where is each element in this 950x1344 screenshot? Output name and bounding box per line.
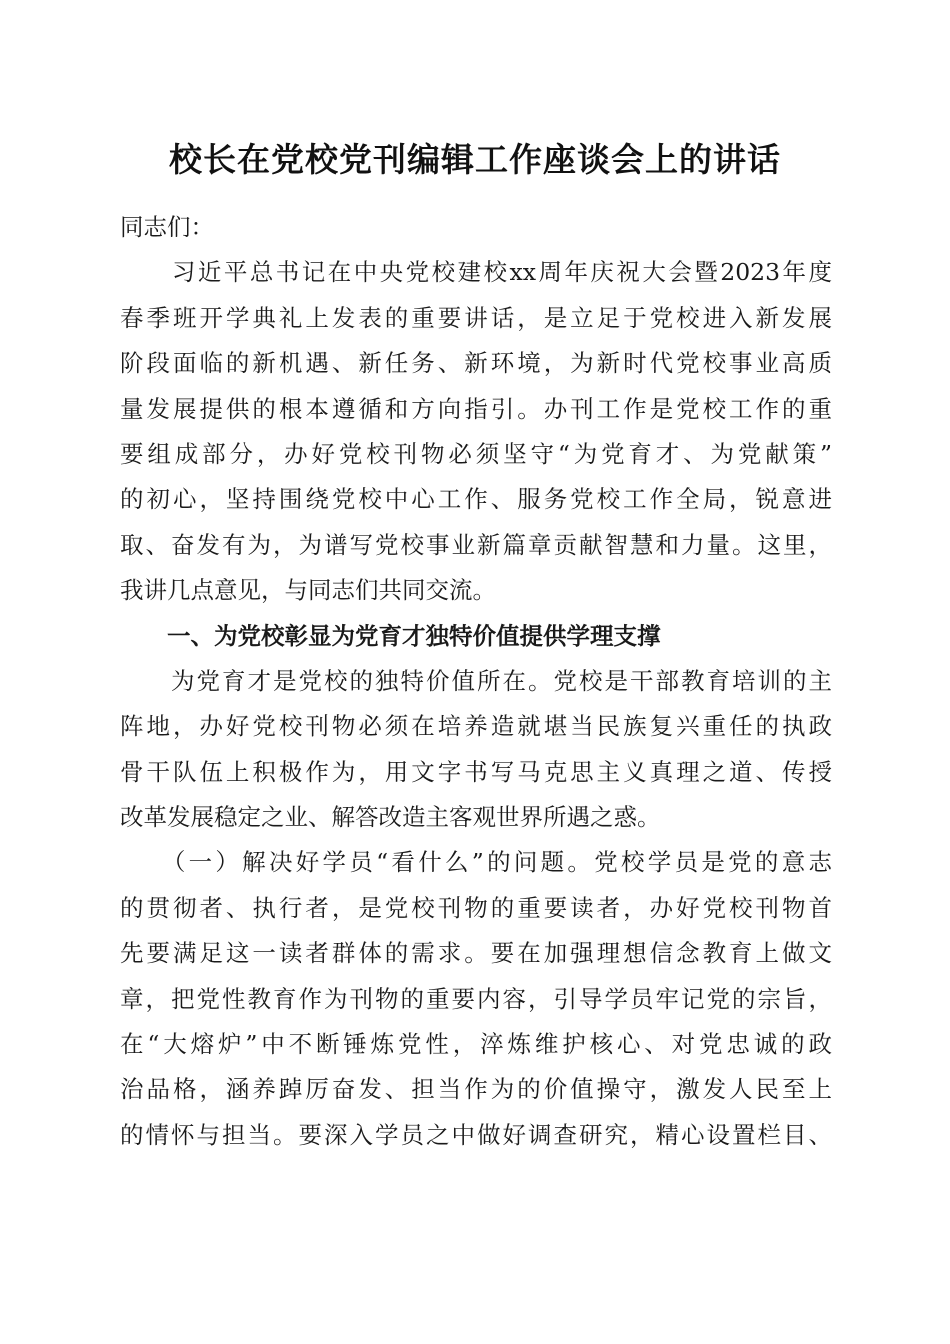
- text-line: 治品格，涵养踔厉奋发、担当作为的价值操守，激发人民至上: [120, 1075, 832, 1104]
- document-title: 校长在党校党刊编辑工作座谈会上的讲话: [169, 140, 781, 179]
- paragraph-section-intro: [120, 659, 832, 841]
- text-line: 章，把党性教育作为刊物的重要内容，引导学员牢记党的宗旨，: [120, 984, 832, 1013]
- text-line: 春季班开学典礼上发表的重要讲话，是立足于党校进入新发展: [120, 303, 832, 332]
- salutation-line: 同志们：: [120, 213, 214, 241]
- text-line: 我讲几点意见，与同志们共同交流。: [120, 576, 496, 605]
- text-line: 在“大熔炉”中不断锤炼党性，淬炼维护核心、对党忠诚的政: [120, 1030, 832, 1059]
- text-line: 习近平总书记在中央党校建校xx周年庆祝大会暨2023年度: [120, 258, 832, 287]
- text-line: 的贯彻者、执行者，是党校刊物的重要读者，办好党校刊物首: [120, 893, 832, 922]
- text-line: 的初心，坚持围绕党校中心工作、服务党校工作全局，锐意进: [120, 485, 832, 514]
- section-heading-text: 一、为党校彰显为党育才独特价值提供学理支撑: [120, 621, 661, 650]
- text-line: 骨干队伍上积极作为，用文字书写马克思主义真理之道、传授: [120, 757, 832, 786]
- salutation: [120, 205, 832, 250]
- text-line: 取、奋发有为，为谱写党校事业新篇章贡献智慧和力量。这里，: [120, 530, 832, 559]
- text-line: 先要满足这一读者群体的需求。要在加强理想信念教育上做文: [120, 939, 832, 968]
- text-line: 改革发展稳定之业、解答改造主客观世界所遇之惑。: [120, 803, 661, 832]
- text-line: 要组成部分，办好党校刊物必须坚守“为党育才、为党献策”: [120, 439, 832, 468]
- text-line: 量发展提供的根本遵循和方向指引。办刊工作是党校工作的重: [120, 394, 832, 423]
- paragraph-subsection-1: [120, 840, 832, 1158]
- text-line: 的情怀与担当。要深入学员之中做好调查研究，精心设置栏目、: [120, 1120, 832, 1149]
- text-line: （一）解决好学员“看什么”的问题。党校学员是党的意志: [120, 848, 832, 877]
- paragraph-intro: [120, 250, 832, 613]
- text-line: 阶段面临的新机遇、新任务、新环境，为新时代党校事业高质: [120, 349, 832, 378]
- document-body: [120, 205, 832, 1158]
- text-line: 阵地，办好党校刊物必须在培养造就堪当民族复兴重任的执政: [120, 712, 832, 741]
- section-heading: [120, 614, 832, 659]
- text-line: 为党育才是党校的独特价值所在。党校是干部教育培训的主: [120, 666, 832, 695]
